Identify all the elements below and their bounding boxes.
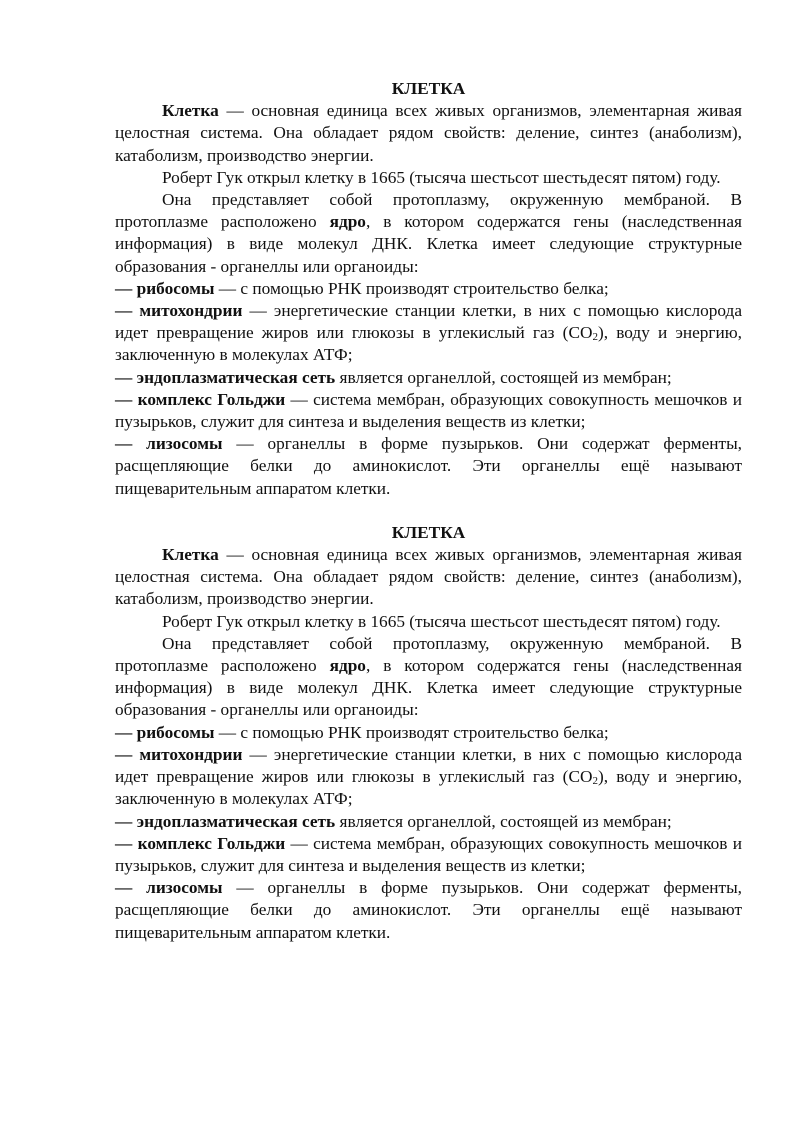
- definition-paragraph: Клетка — основная единица всех живых организмов, элементарная живая целостная система. Она обладает рядом свойств: деление, синтез (анаболизм), катаболизм, производство энергии.: [115, 101, 742, 165]
- term-nucleus: ядро: [329, 656, 366, 676]
- section-title: КЛЕТКА: [391, 79, 466, 98]
- cell-section-2: [115, 522, 742, 944]
- list-item-mitochondria: — митохондрии — энергетические станции клетки, в них с помощью кислорода идет превращение жиров или глюкозы в углекислый газ $(CO_2)$, воду и энергию, заключенную в молекулах АТФ;: [115, 744, 743, 809]
- structure-paragraph: Она представляет собой протоплазму, окруженную мембраной. В протоплазме расположено ядро, в котором содержатся гены (наследственная информация) в виде молекул ДНК. Клетка имеет следующие структурные образования - органеллы или органоиды:: [115, 633, 742, 720]
- cell-section-1: [115, 78, 742, 500]
- definition-paragraph: Клетка — основная единица всех живых организмов, элементарная живая целостная система. Она обладает рядом свойств: деление, синтез (анаболизм), катаболизм, производство энергии.: [115, 545, 742, 609]
- term-cell: Клетка: [162, 545, 219, 565]
- history-paragraph: Роберт Гук открыл клетку в 1665 (тысяча шестьсот шестьдесят пятом) году.: [162, 611, 721, 631]
- list-item-lysosomes: — лизосомы — органеллы в форме пузырьков. Они содержат ферменты, расщепляющие белки до аминокислот. Эти органеллы ещё называют пищеварительным аппаратом клетки.: [115, 878, 743, 942]
- list-item-er: — эндоплазматическая сеть является органеллой, состоящей из мембран;: [115, 811, 672, 831]
- list-item-mitochondria: — митохондрии — энергетические станции клетки, в них с помощью кислорода идет превращение жиров или глюкозы в углекислый газ $(CO_2)$, воду и энергию, заключенную в молекулах АТФ;: [115, 301, 743, 365]
- list-item-er: — эндоплазматическая сеть является органеллой, состоящей из мембран;: [115, 367, 672, 387]
- history-paragraph: Роберт Гук открыл клетку в 1665 (тысяча шестьсот шестьдесят пятом) году.: [162, 167, 721, 187]
- list-item-ribosomes: — рибосомы — с помощью РНК производят строительство белка;: [115, 722, 609, 742]
- list-item-golgi: — комплекс Гольджи — система мембран, образующих совокупность мешочков и пузырьков, служит для синтеза и выделения веществ из клетки;: [115, 833, 742, 875]
- term-nucleus: ядро: [329, 212, 366, 232]
- structure-paragraph: Она представляет собой протоплазму, окруженную мембраной. В протоплазме расположено ядро, в котором содержатся гены (наследственная информация) в виде молекул ДНК. Клетка имеет следующие структурные образования - органеллы или органоиды:: [115, 190, 742, 276]
- term-cell: Клетка: [162, 101, 219, 121]
- list-item-lysosomes: — лизосомы — органеллы в форме пузырьков. Они содержат ферменты, расщепляющие белки до аминокислот. Эти органеллы ещё называют пищеварительным аппаратом клетки.: [115, 434, 743, 498]
- list-item-ribosomes: — рибосомы — с помощью РНК производят строительство белка;: [115, 278, 609, 298]
- list-item-golgi: — комплекс Гольджи — система мембран, образующих совокупность мешочков и пузырьков, служит для синтеза и выделения веществ из клетки;: [115, 389, 742, 432]
- document-page: [115, 78, 742, 944]
- section-title: КЛЕТКА: [391, 522, 466, 542]
